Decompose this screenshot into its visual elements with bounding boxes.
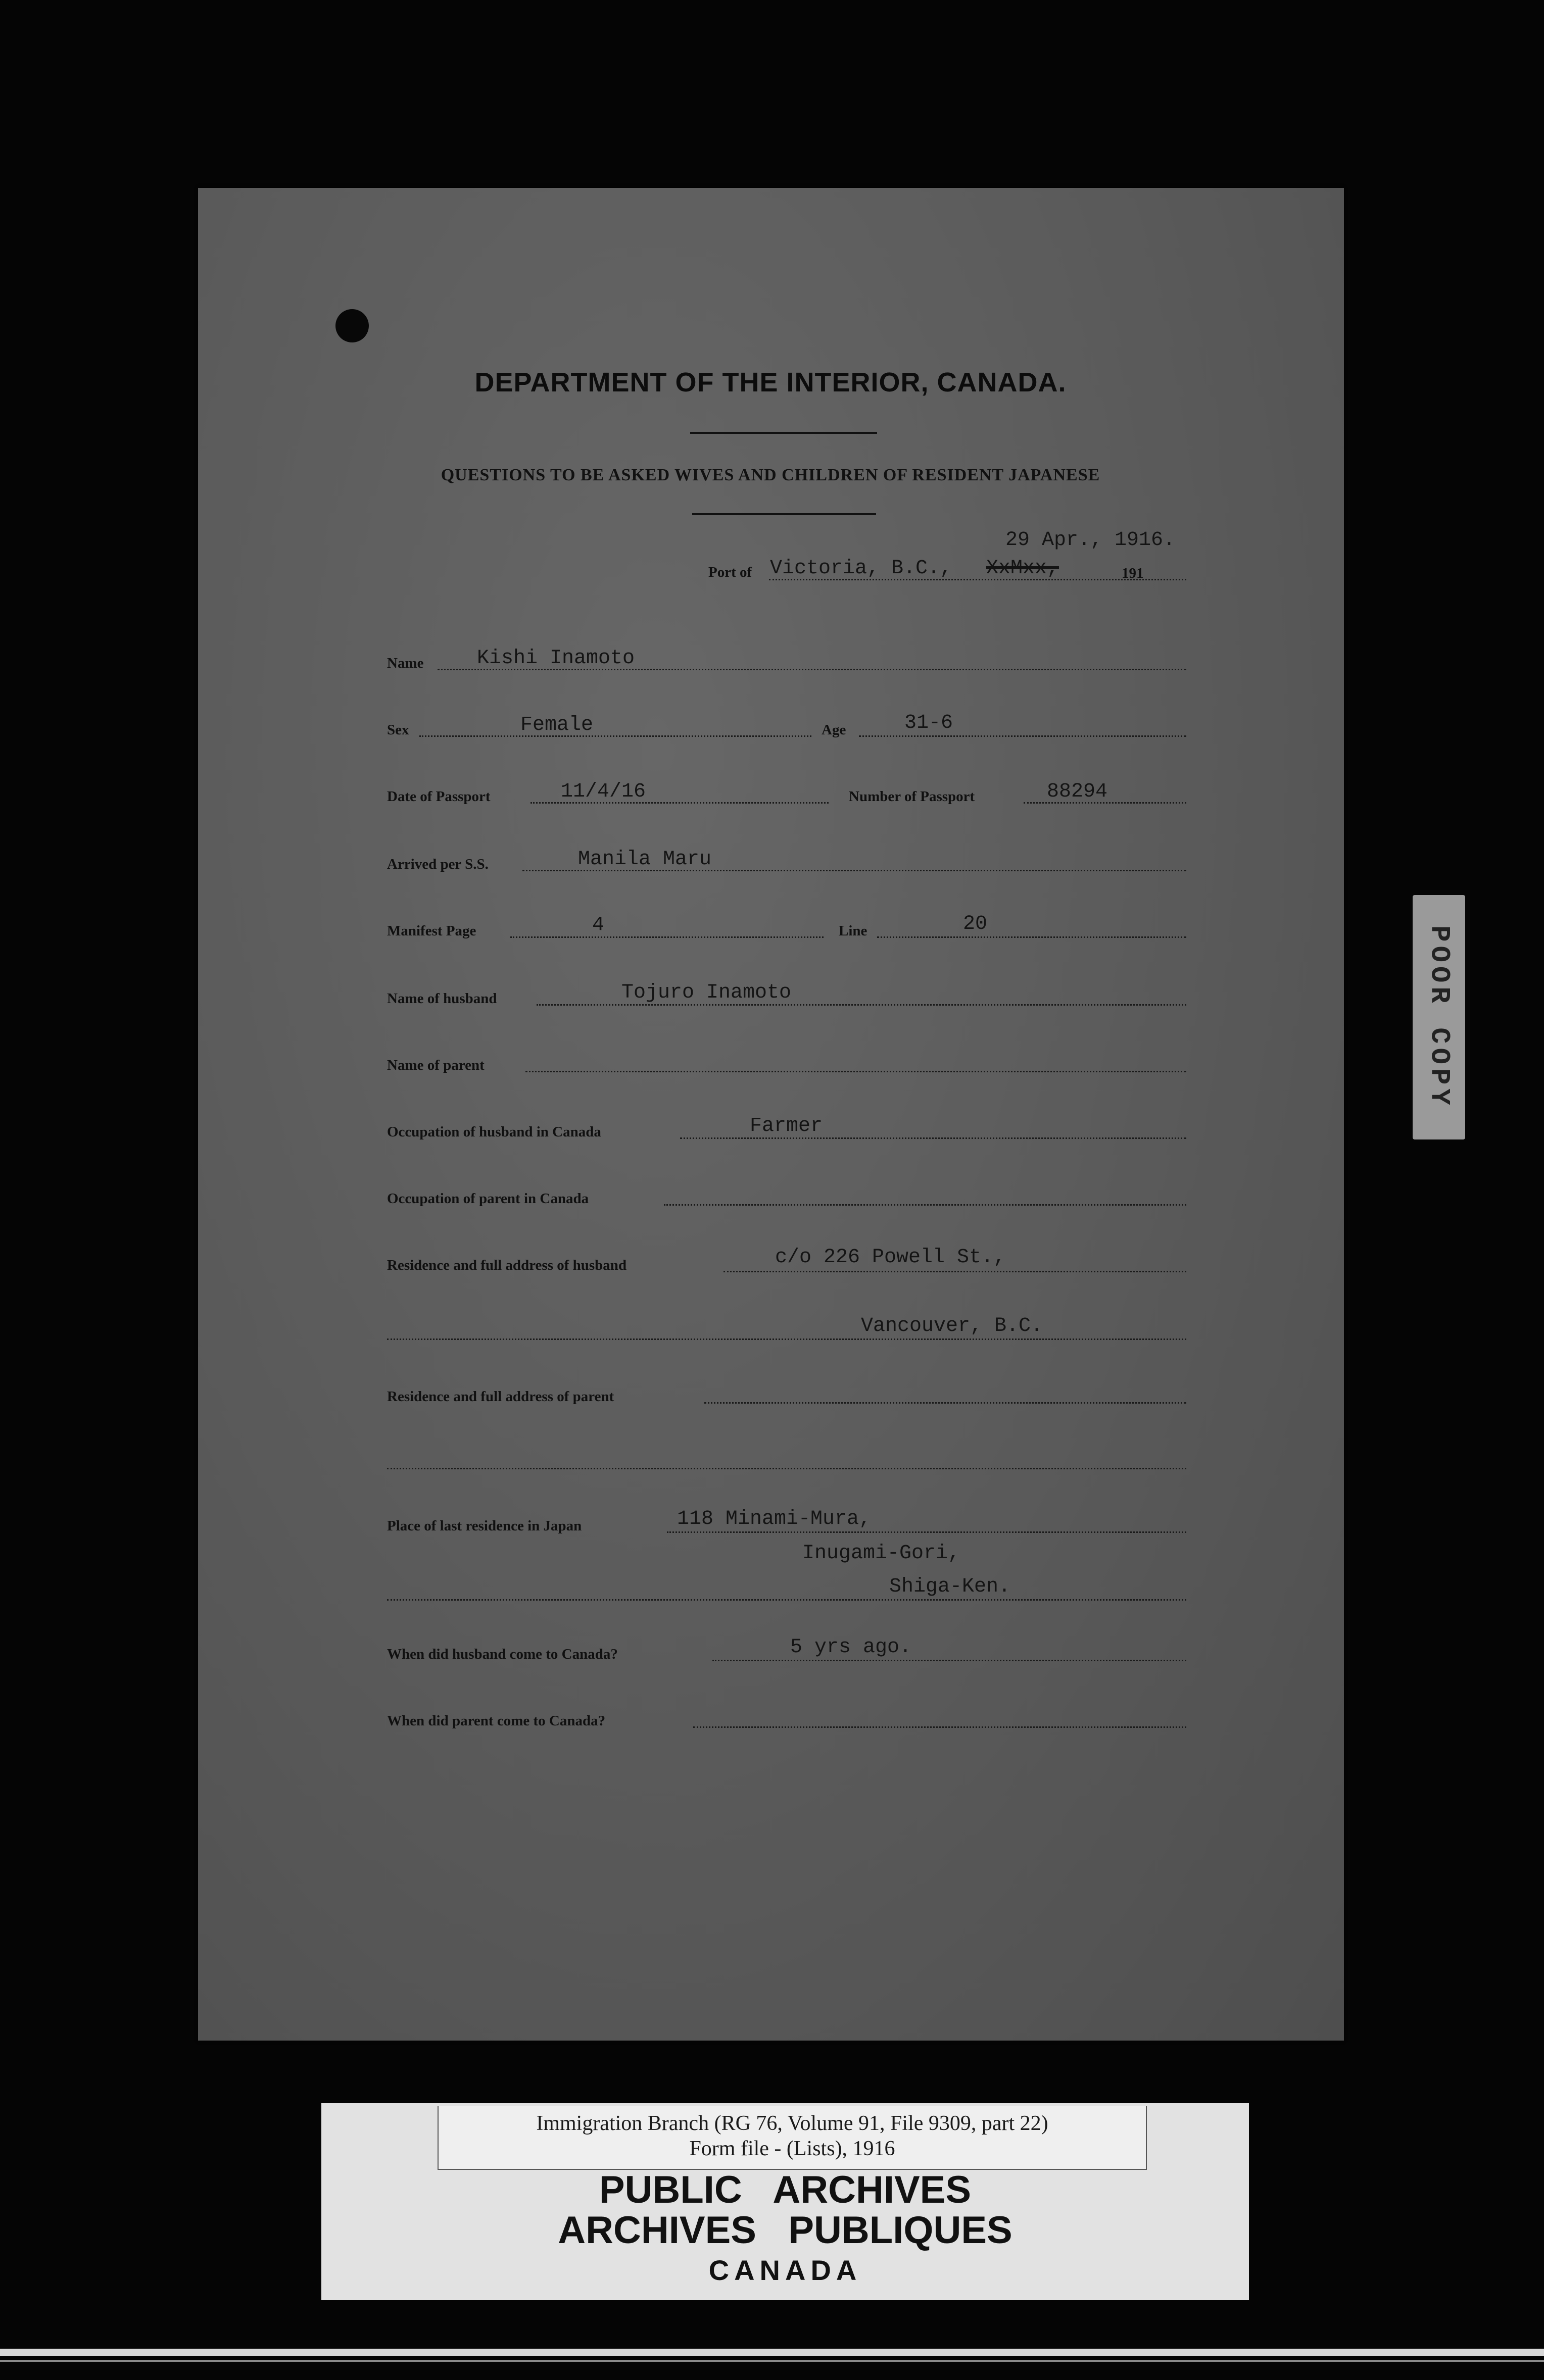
husband-address-line	[723, 1271, 1186, 1272]
punch-hole	[335, 309, 369, 342]
parent-came-line	[693, 1726, 1186, 1728]
name-label: Name	[387, 655, 424, 671]
archive-reference	[438, 2106, 1147, 2170]
film-edge-line	[0, 2360, 1544, 2362]
age-value: 31-6	[904, 712, 953, 734]
poor-copy-text: POOR COPY	[1423, 925, 1455, 1109]
husband-name-label: Name of husband	[387, 990, 497, 1007]
passport-number-label: Number of Passport	[849, 788, 975, 805]
husband-address-line2: Vancouver, B.C.	[861, 1315, 1043, 1337]
husband-name-line	[537, 1004, 1186, 1006]
parent-address-line	[704, 1402, 1186, 1404]
port-value: Victoria, B.C.,	[770, 557, 952, 580]
arrived-label: Arrived per S.S.	[387, 856, 489, 872]
line-value: 20	[963, 913, 988, 935]
parent-name-line	[525, 1071, 1186, 1072]
parent-occupation-label: Occupation of parent in Canada	[387, 1191, 589, 1207]
sex-value: Female	[520, 714, 594, 736]
husband-came-value: 5 yrs ago.	[790, 1636, 912, 1659]
husband-address-label: Residence and full address of husband	[387, 1257, 627, 1273]
poor-copy-tag	[1413, 895, 1465, 1139]
parent-name-label: Name of parent	[387, 1057, 485, 1073]
manifest-page-label: Manifest Page	[387, 923, 476, 939]
husband-occupation-label: Occupation of husband in Canada	[387, 1124, 601, 1140]
port-label: Port of	[708, 564, 752, 580]
archive-ref-line2: Form file - (Lists), 1916	[689, 2137, 895, 2160]
japan-residence-line	[667, 1531, 1186, 1533]
passport-date-value: 11/4/16	[561, 780, 646, 803]
japan-residence-line3: Shiga-Ken.	[889, 1575, 1011, 1598]
form-subheading: QUESTIONS TO BE ASKED WIVES AND CHILDREN OF RESIDENT JAPANESE	[441, 466, 1100, 484]
archive-line1: PUBLIC ARCHIVES	[599, 2168, 972, 2211]
date-value: 29 Apr., 1916.	[1005, 529, 1176, 552]
line-number-line	[877, 936, 1186, 938]
struck-text: XxMxx,	[986, 557, 1059, 580]
parent-address-label: Residence and full address of parent	[387, 1389, 614, 1405]
husband-name-value: Tojuro Inamoto	[621, 981, 792, 1004]
film-edge	[0, 2349, 1544, 2356]
parent-address-line-2	[387, 1468, 1186, 1469]
arrived-value: Manila Maru	[578, 848, 712, 871]
japan-residence-line2: Inugami-Gori,	[802, 1542, 960, 1565]
name-value: Kishi Inamoto	[477, 647, 635, 670]
husband-occupation-value: Farmer	[750, 1115, 823, 1137]
archive-ref-line1: Immigration Branch (RG 76, Volume 91, File 9309, part 22)	[536, 2112, 1048, 2135]
manifest-page-line	[510, 936, 824, 938]
passport-date-label: Date of Passport	[387, 788, 491, 805]
japan-residence-line-3	[387, 1599, 1186, 1601]
sex-line	[419, 735, 811, 737]
year-prefix: 191	[1122, 565, 1144, 581]
line-label: Line	[839, 923, 867, 939]
manifest-page-value: 4	[592, 914, 605, 936]
japan-residence-line1: 118 Minami-Mura,	[677, 1508, 872, 1530]
parent-came-label: When did parent come to Canada?	[387, 1713, 606, 1729]
husband-came-line	[712, 1660, 1186, 1661]
parent-occupation-line	[664, 1204, 1186, 1206]
archive-line3: CANADA	[708, 2254, 862, 2286]
age-line	[859, 735, 1186, 737]
age-label: Age	[822, 722, 846, 738]
archive-stamp	[321, 2103, 1249, 2300]
subheading-rule	[692, 513, 876, 515]
form-heading: DEPARTMENT OF THE INTERIOR, CANADA.	[474, 367, 1067, 398]
heading-rule	[690, 432, 877, 434]
japan-residence-label: Place of last residence in Japan	[387, 1518, 582, 1534]
sex-label: Sex	[387, 722, 409, 738]
husband-occupation-line	[680, 1137, 1186, 1139]
archive-line2: ARCHIVES PUBLIQUES	[558, 2209, 1012, 2252]
passport-number-value: 88294	[1047, 780, 1108, 803]
husband-came-label: When did husband come to Canada?	[387, 1646, 618, 1662]
husband-address-line-2	[387, 1338, 1186, 1340]
husband-address-line1: c/o 226 Powell St.,	[775, 1246, 1006, 1269]
